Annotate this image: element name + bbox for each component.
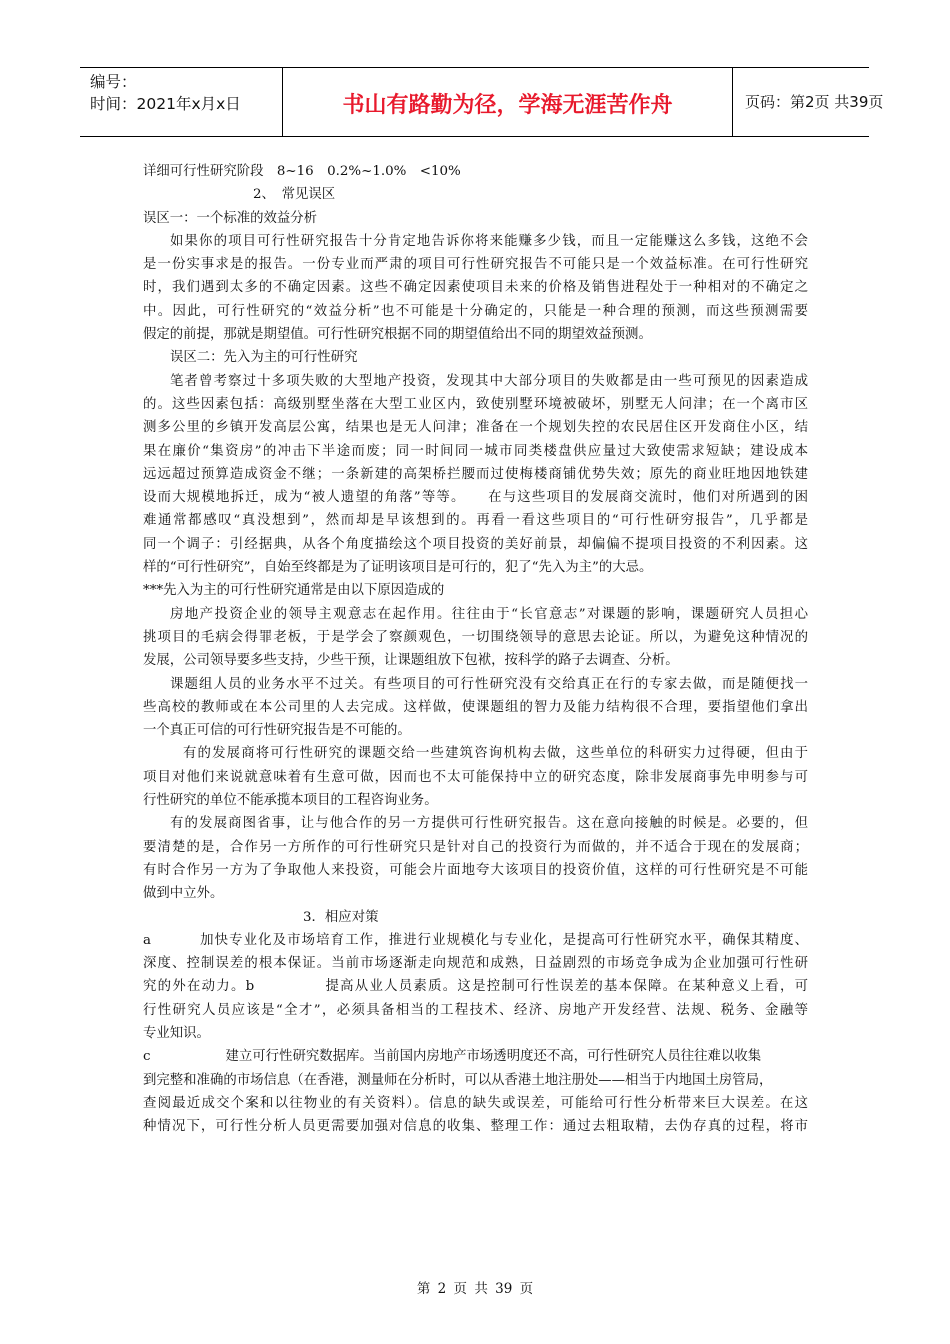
- page-footer: 第 2 页 共 39 页: [416, 1281, 534, 1297]
- text-line: 项目对他们来说就意味着有生意可做，因而也不太可能保持中立的研究态度，除非发展商事先申明参与可: [143, 769, 808, 785]
- text-line: 有时合作另一方为了争取他人来投资，可能会片面地夸大该项目的投资价值，这样的可行性研究是不可能: [143, 862, 808, 878]
- text-line: 设而大规模地拆迁，成为“被人遗望的角落”等等。 在与这些项目的发展商交流时，他们对所遇到的困: [143, 490, 808, 506]
- text-line: 果在廉价“集资房”的冲击下半途而废；同一时间同一城市同类楼盘供应量过大致使需求短缺；建设成本: [143, 443, 808, 459]
- text-line: 难通常都感叹“真没想到”，然而却是早该想到的。再看一看这些项目的“可行性研穷报告”，几乎都是: [143, 513, 808, 529]
- subheading: 误区二：先入为主的可行性研究: [170, 350, 358, 366]
- text-line: 查阅最近成交个案和以往物业的有关资料）。信息的缺失或误差，可能给可行性分析带来巨大误差。在这: [143, 1095, 808, 1111]
- text-line: 一个真正可信的可行性研究报告是不可能的。: [143, 723, 411, 739]
- text-line: 时，我们遇到太多的不确定因素。这些不确定因素使项目未来的价格及销售进程处于一种相对的不确定之: [143, 280, 808, 296]
- text-line: 的。这些因素包括：高级别墅坐落在大型工业区内，致使别墅环境被破坏，别墅无人问津；在一个离市区: [143, 396, 808, 412]
- text-line: 是一份实事求是的报告。一份专业而严肃的项目可行性研究报告不可能只是一个效益标准。在可行性研究: [143, 257, 808, 273]
- text-line: 详细可行性研究阶段 8~16 0.2%~1.0% <10%: [143, 164, 461, 179]
- document-body: [143, 160, 808, 1138]
- text-line: 要清楚的是，合作另一方所作的可行性研究只是针对自己的投资行为而做的，并不适合于现在的发展商；: [143, 839, 808, 855]
- list-item-text: 加快专业化及市场培育工作，推进行业规模化与专业化，是提高可行性研究水平，确保其精度、: [198, 932, 808, 948]
- text-line: 房地产投资企业的领导主观意志在起作用。往往由于“长官意志”对课题的影响，课题研究人员担心: [170, 606, 808, 622]
- list-item-text: 建立可行性研究数据库。当前国内房地产市场透明度还不高，可行性研究人员往往难以收集: [225, 1049, 762, 1065]
- text-line: 做到中立外。: [143, 886, 224, 902]
- section-heading: 2、 常见误区: [253, 187, 336, 203]
- list-marker: c: [143, 1049, 151, 1065]
- list-marker: a: [143, 932, 151, 948]
- subheading: 误区一：一个标准的效益分析: [143, 210, 318, 226]
- text-line: 挑项目的毛病会得罪老板，于是学会了察颜观色，一切围绕领导的意思去论证。所以，为避免这种情况的: [143, 629, 808, 645]
- document-time: 时间：2021年x月x日: [90, 95, 241, 113]
- text-line: 到完整和准确的市场信息（在香港，测量师在分析时，可以从香港土地注册处——相当于内地国土房管局，: [143, 1072, 773, 1088]
- motto: 书山有路勤为径，学海无涯苦作舟: [342, 93, 673, 118]
- text-line: 如果你的项目可行性研究报告十分肯定地告诉你将来能赚多少钱，而且一定能赚这么多钱，这绝不会: [170, 233, 808, 249]
- section-heading: 3．相应对策: [303, 909, 379, 925]
- text-line: 发展，公司领导要多些支持，少些干预，让课题组放下包袱，按科学的路子去调查、分析。: [143, 653, 679, 669]
- text-line: 假定的前提，那就是期望值。可行性研究根据不同的期望值给出不同的期望效益预测。: [143, 327, 652, 343]
- header-motto-cell: [283, 68, 733, 136]
- text-line: 种情况下，可行性分析人员更需要加强对信息的收集、整理工作：通过去粗取精，去伪存真的过程，将市: [143, 1119, 808, 1135]
- text-line: 行性研究的单位不能承揽本项目的工程咨询业务。: [143, 793, 438, 809]
- text-line: 有的发展商将可行性研究的课题交给一些建筑咨询机构去做，这些单位的科研实力过得硬，但由于: [183, 746, 808, 762]
- text-line: 些高校的教师或在本公司里的人去完成。这样做，使课题组的智力及能力结构很不合理，要指望他们拿出: [143, 699, 808, 715]
- text-line: 样的“可行性研究”，自始至终都是为了证明该项目是可行的，犯了“先入为主”的大忌。: [143, 560, 653, 576]
- document-number: 编号：: [90, 73, 137, 91]
- text-line: 中。因此，可行性研究的“效益分析”也不可能是十分确定的，只能是一种合理的预测，而这些预测需要: [143, 303, 808, 319]
- text-line: 远远超过预算造成资金不继；一条新建的高架桥拦腰而过使梅楼商铺优势失效；原先的商业旺地因地铁建: [143, 466, 808, 482]
- list-item-text: 提高从业人员素质。这是控制可行性误差的基本保障。在某种意义上看，可: [324, 979, 808, 995]
- text-line: [143, 929, 808, 952]
- text-line: [143, 975, 808, 998]
- text-line: 专业知识。: [143, 1025, 210, 1041]
- header-meta: [80, 68, 283, 136]
- text-line: 课题组人员的业务水平不过关。有些项目的可行性研究没有交给真正在行的专家去做，而是随便找一: [170, 676, 808, 692]
- text-line: 有的发展商图省事，让与他合作的另一方提供可行性研究报告。这在意向接触的时候是。必要的，但: [170, 816, 808, 832]
- list-item-text: 究的外在动力。b: [143, 979, 255, 995]
- text-line: 笔者曾考察过十多项失败的大型地产投资，发现其中大部分项目的失败都是由一些可预见的因素造成: [170, 373, 808, 389]
- text-line: 行性研究人员应该是“全才”，必须具备相当的工程技术、经济、房地产开发经营、法规、税务、金融等: [143, 1002, 808, 1018]
- text-line: 深度、控制误差的根本保证。当前市场逐渐走向规范和成熟，日益剧烈的市场竞争成为企业加强可行性研: [143, 956, 808, 972]
- text-line: 同一个调子：引经据典，从各个角度描绘这个项目投资的美好前景，却偏偏不提项目投资的不利因素。这: [143, 536, 808, 552]
- page-header: [80, 67, 884, 137]
- subheading: ***先入为主的可行性研究通常是由以下原因造成的: [143, 583, 445, 599]
- header-page-number: 页码：第2页 共39页: [745, 93, 884, 111]
- text-line: [143, 1045, 808, 1068]
- text-line: 测多公里的乡镇开发高层公寓，结果也是无人问津；准备在一个规划失控的农民居住区开发商住小区，结: [143, 420, 808, 436]
